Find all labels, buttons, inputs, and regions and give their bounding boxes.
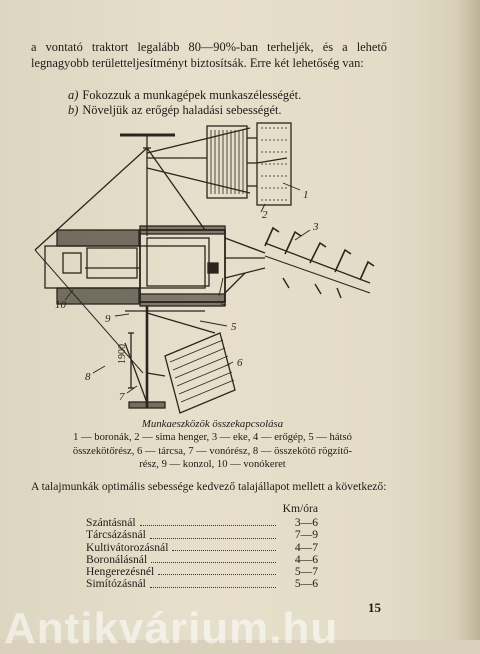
callout-5: 5: [231, 321, 237, 333]
caption-line-1: 1 — boronák, 2 — sima henger, 3 — eke, 4 — erőgép, 5 — hátsó: [73, 432, 352, 444]
page-number: 15: [368, 600, 381, 615]
implement-coupling-diagram: [25, 118, 410, 418]
watermark: Antikvárium.hu: [4, 604, 339, 653]
row-value: 7—9: [294, 528, 318, 542]
row-value: 3—6: [294, 516, 318, 529]
callout-4: 4: [221, 297, 227, 309]
row-name: Hengerezésnél: [86, 565, 155, 579]
table-row: [86, 529, 318, 541]
speed-table: [86, 500, 318, 591]
tractor: [45, 226, 225, 306]
figure-caption: [30, 418, 395, 472]
caption-line-2: összekötőrész, 6 — tárcsa, 7 — vonórész, 8 — összekötő rögzítő-: [72, 445, 353, 457]
callout-1: 1: [303, 189, 309, 201]
callout-9: 9: [105, 313, 111, 325]
row-name: Kultivátorozásnál: [86, 540, 169, 554]
harrows: [247, 123, 291, 205]
callout-8: 8: [85, 371, 91, 383]
caption-title: Munkaeszközök összekapcsolása: [141, 418, 284, 430]
table-row: [86, 578, 318, 590]
callout-7: 7: [119, 391, 125, 403]
plough: [208, 228, 374, 298]
row-value: 4—7: [294, 540, 318, 554]
callout-10: 10: [55, 299, 66, 311]
option-a-text: Fokozzuk a munkagépek munkaszélességét.: [82, 88, 302, 102]
row-name: Tárcsázásnál: [86, 528, 146, 542]
disc-harrow: [147, 313, 235, 413]
option-a-marker: a): [68, 88, 79, 102]
option-b: [68, 103, 282, 118]
page-spine-shadow: [454, 0, 480, 640]
row-name: Boronálásnál: [86, 552, 148, 566]
row-name: Simítózásnál: [86, 577, 146, 591]
callout-6: 6: [237, 357, 243, 369]
table-intro: A talajmunkák optimális sebessége kedvező talajállapot mellett a következő:: [31, 480, 387, 493]
top-drag-bar: [120, 128, 250, 236]
intro-paragraph: a vontató traktort legalább 80—90%-ban terheljék, és a lehető legnagyobb területteljesítményt biztosítsák. Erre két lehetőség van:: [31, 40, 387, 70]
speed-unit-header: Km/óra: [282, 502, 318, 515]
option-a: [68, 88, 301, 103]
caption-line-3: rész, 9 — konzol, 10 — vonókeret: [139, 459, 286, 471]
dimension-label: 1900: [117, 344, 128, 364]
callout-3: 3: [313, 221, 319, 233]
row-value: 5—6: [294, 577, 318, 591]
row-value: 4—6: [294, 552, 318, 566]
callout-2: 2: [262, 209, 268, 221]
option-b-marker: b): [68, 103, 79, 117]
option-b-text: Növeljük az erőgép haladási sebességét.: [82, 103, 282, 117]
row-name: Szántásnál: [86, 516, 136, 529]
row-value: 5—7: [294, 565, 318, 579]
